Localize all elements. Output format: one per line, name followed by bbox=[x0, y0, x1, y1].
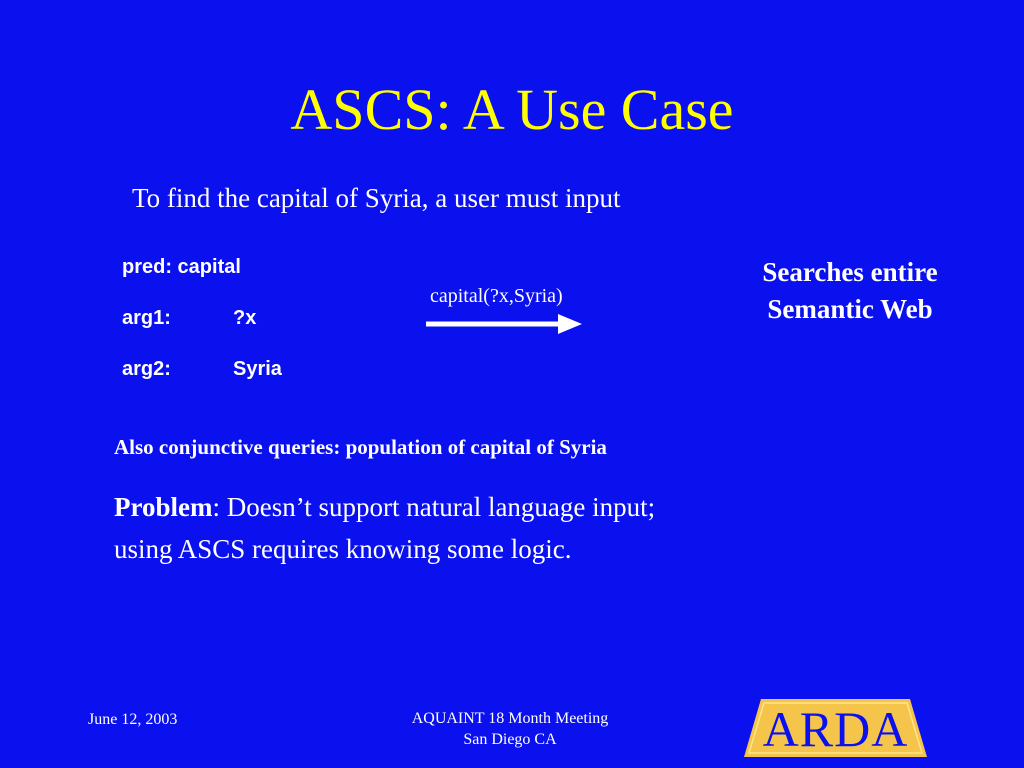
intro-text: To find the capital of Syria, a user must input bbox=[132, 183, 621, 213]
arda-logo bbox=[744, 699, 927, 757]
conjunctive-note: Also conjunctive queries: population of capital of Syria bbox=[114, 435, 607, 459]
right-arrow-icon bbox=[426, 312, 586, 336]
pred-line: pred: capital bbox=[122, 256, 241, 278]
query-label: capital(?x,Syria) bbox=[430, 285, 563, 307]
footer-meeting-line-1: AQUAINT 18 Month Meeting bbox=[411, 710, 609, 727]
problem-text-line-1: : Doesn’t support natural language input; bbox=[212, 492, 656, 522]
arg1-value: ?x bbox=[233, 307, 257, 329]
result-text bbox=[720, 254, 980, 328]
problem-text-line-2: using ASCS requires knowing some logic. bbox=[114, 534, 572, 564]
footer-date: June 12, 2003 bbox=[88, 711, 178, 728]
footer-meeting-line-2: San Diego CA bbox=[463, 731, 557, 748]
problem-label: Problem bbox=[114, 492, 213, 522]
result-line-1: Searches entire bbox=[762, 257, 938, 287]
arg2-key: arg2: bbox=[122, 358, 171, 380]
problem-text bbox=[114, 486, 655, 570]
result-line-2: Semantic Web bbox=[767, 294, 933, 324]
problem-line-1 bbox=[114, 486, 655, 528]
arda-logo-text: ARDA bbox=[762, 701, 909, 757]
slide-title: ASCS: A Use Case bbox=[290, 77, 734, 142]
footer-meeting bbox=[360, 708, 660, 750]
arg2-value: Syria bbox=[233, 358, 282, 380]
arg1-key: arg1: bbox=[122, 307, 171, 329]
